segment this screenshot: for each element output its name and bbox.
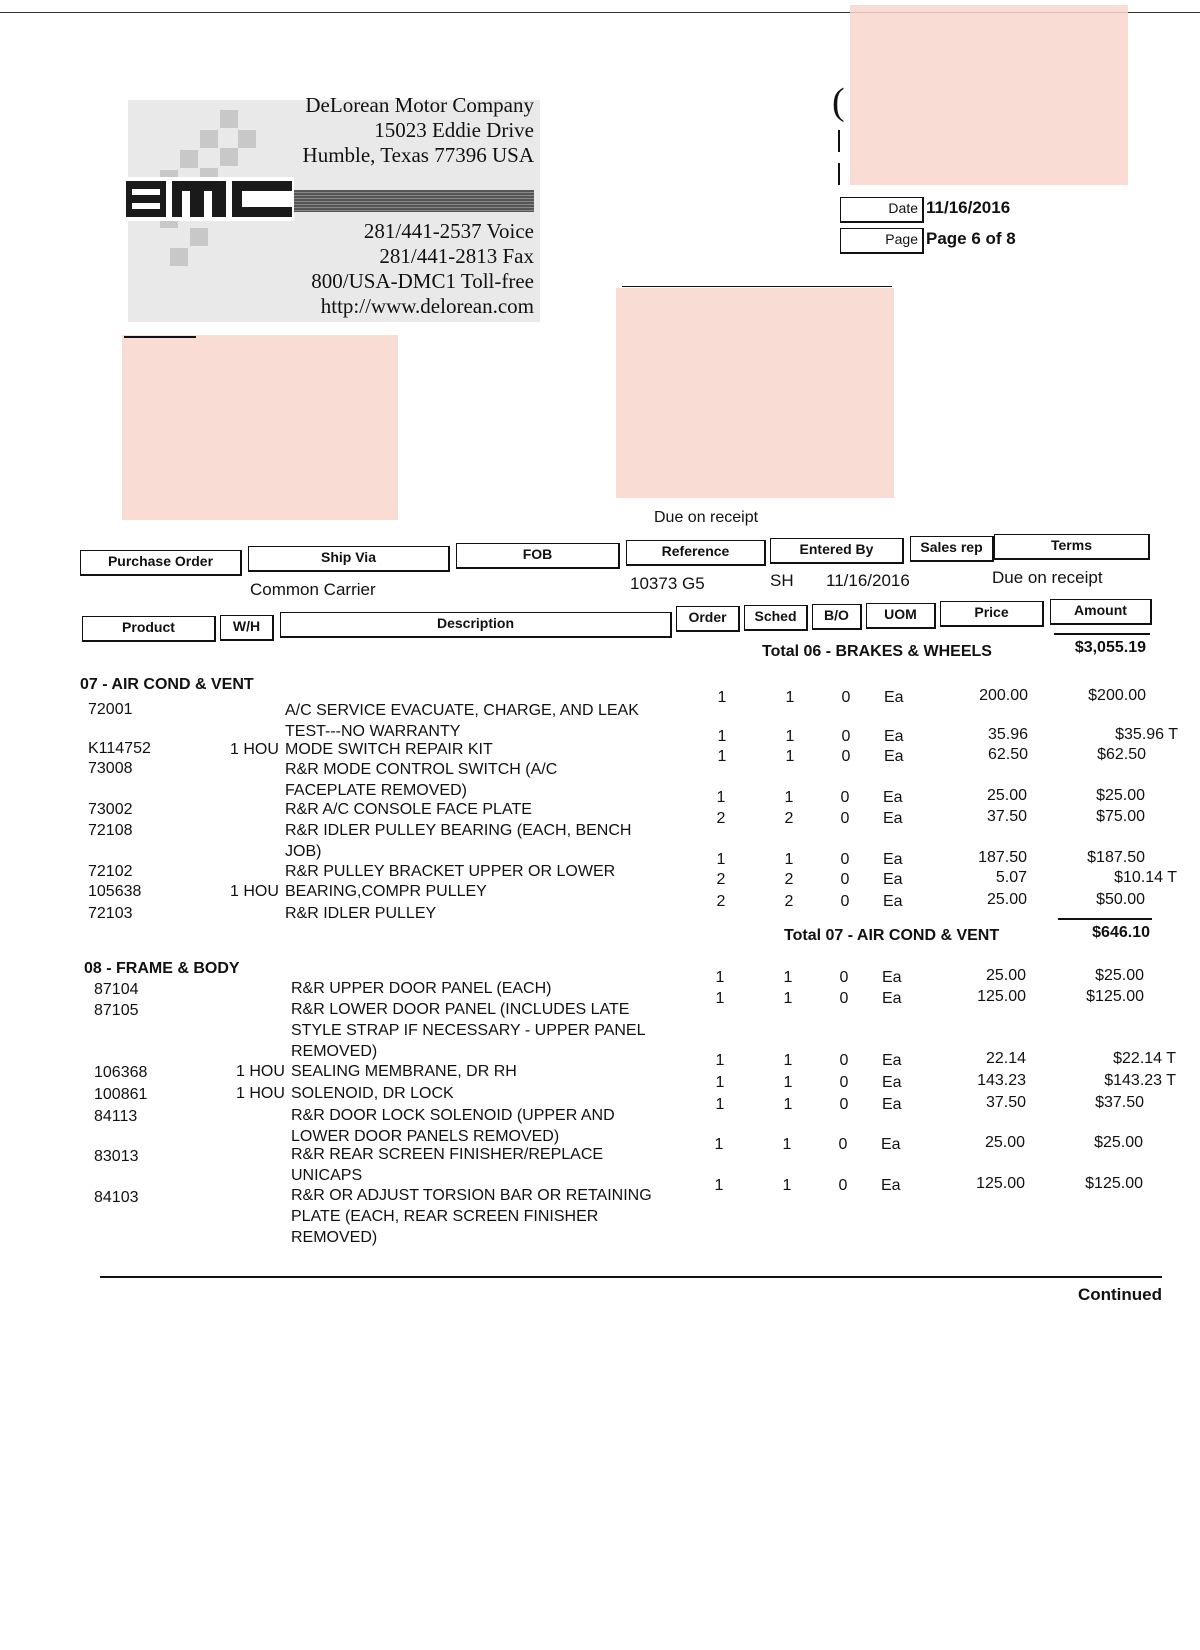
footer-rule	[100, 1276, 1162, 1278]
backorder-qty: 0	[841, 728, 851, 745]
entered-date-value: 11/16/2016	[826, 571, 910, 590]
dmc-logo	[126, 177, 294, 221]
item-description: R&R REAR SCREEN FINISHER/REPLACE	[291, 1146, 604, 1163]
column-wh: W/H	[220, 615, 274, 641]
item-description: R&R A/C CONSOLE FACE PLATE	[285, 801, 532, 818]
prev-section-total-amount: $3,055.19	[1074, 639, 1146, 656]
divider	[622, 286, 892, 287]
order-qty: 1	[717, 728, 727, 745]
product-code: 84113	[94, 1108, 138, 1125]
item-description: R&R IDLER PULLEY	[285, 905, 437, 922]
box-edge	[838, 130, 840, 152]
title-fragment: (	[832, 81, 845, 123]
company-name: DeLorean Motor Company	[305, 93, 534, 117]
sched-qty: 1	[783, 1096, 793, 1113]
column-sched: Sched	[744, 605, 808, 631]
item-description: PLATE (EACH, REAR SCREEN FINISHER	[291, 1208, 599, 1225]
sched-qty: 2	[784, 810, 794, 827]
divider	[124, 336, 196, 338]
date-value: 11/16/2016	[926, 198, 1011, 217]
order-qty: 1	[715, 969, 725, 986]
ship-via-value: Common Carrier	[250, 580, 376, 599]
unit-price: 35.96	[987, 726, 1028, 743]
sched-qty: 1	[783, 1052, 793, 1069]
product-code: 87105	[94, 1002, 139, 1019]
section-total-label: Total 07 - AIR COND & VENT	[784, 927, 1000, 944]
purchase-order-label: Purchase Order	[80, 550, 242, 576]
product-code: 87104	[94, 981, 139, 998]
sched-qty: 1	[783, 1074, 793, 1091]
unit-of-measure: Ea	[883, 789, 903, 806]
order-qty: 2	[716, 893, 726, 910]
warehouse: 1 HOU	[230, 883, 279, 900]
total-rule	[1054, 633, 1150, 635]
section-total-amount: $646.10	[1092, 924, 1150, 941]
unit-of-measure: Ea	[883, 893, 903, 910]
sched-qty: 1	[783, 990, 793, 1007]
backorder-qty: 0	[839, 1074, 849, 1091]
unit-of-measure: Ea	[883, 810, 903, 827]
redacted-block-ship-to	[616, 288, 894, 498]
sched-qty: 1	[785, 689, 795, 706]
unit-price: 25.00	[984, 1134, 1025, 1151]
backorder-qty: 0	[840, 851, 850, 868]
unit-price: 125.00	[977, 988, 1026, 1005]
backorder-qty: 0	[841, 748, 851, 765]
order-qty: 1	[717, 689, 727, 706]
product-code: 84103	[94, 1189, 139, 1206]
unit-price: 37.50	[986, 808, 1027, 825]
page-label: Page	[840, 228, 924, 254]
backorder-qty: 0	[840, 871, 850, 888]
item-description: R&R PULLEY BRACKET UPPER OR LOWER	[285, 863, 616, 880]
reference-label: Reference	[626, 540, 766, 566]
backorder-qty: 0	[840, 810, 850, 827]
backorder-qty: 0	[840, 789, 850, 806]
unit-of-measure: Ea	[883, 851, 903, 868]
order-qty: 1	[715, 1074, 725, 1091]
product-code: 73002	[88, 801, 133, 818]
page-number: Page 6 of 8	[926, 229, 1016, 248]
backorder-qty: 0	[839, 990, 849, 1007]
fob-label: FOB	[456, 543, 620, 569]
product-code: 72001	[88, 701, 133, 718]
line-amount: $75.00	[1096, 808, 1145, 825]
item-description: SOLENOID, DR LOCK	[291, 1085, 454, 1102]
item-description: REMOVED)	[291, 1043, 378, 1060]
sched-qty: 2	[784, 871, 794, 888]
terms-value: Due on receipt	[992, 568, 1103, 587]
item-description: A/C SERVICE EVACUATE, CHARGE, AND LEAK	[285, 702, 639, 719]
company-voice: 281/441-2537 Voice	[363, 219, 534, 243]
unit-price: 25.00	[986, 891, 1027, 908]
product-code: 83013	[94, 1148, 139, 1165]
unit-of-measure: Ea	[882, 990, 902, 1007]
product-code: K114752	[88, 740, 151, 757]
unit-of-measure: Ea	[882, 969, 902, 986]
line-amount: $35.96 T	[1115, 726, 1178, 743]
unit-of-measure: Ea	[884, 748, 904, 765]
line-amount: $22.14 T	[1113, 1050, 1176, 1067]
line-amount: $25.00	[1095, 967, 1144, 984]
item-description: R&R LOWER DOOR PANEL (INCLUDES LATE	[291, 1001, 630, 1018]
sched-qty: 1	[784, 789, 794, 806]
section-title: 08 - FRAME & BODY	[84, 960, 240, 977]
unit-price: 22.14	[985, 1050, 1026, 1067]
order-qty: 1	[716, 851, 726, 868]
sched-qty: 1	[782, 1177, 792, 1194]
item-description: UNICAPS	[291, 1167, 363, 1184]
column-description: Description	[280, 612, 672, 638]
order-qty: 2	[716, 871, 726, 888]
line-amount: $125.00	[1086, 988, 1144, 1005]
sched-qty: 1	[785, 748, 795, 765]
sched-qty: 1	[784, 851, 794, 868]
company-fax: 281/441-2813 Fax	[379, 244, 534, 268]
item-description: BEARING,COMPR PULLEY	[285, 883, 487, 900]
line-amount: $143.23 T	[1104, 1072, 1176, 1089]
sched-qty: 1	[783, 969, 793, 986]
product-code: 106368	[94, 1064, 148, 1081]
unit-of-measure: Ea	[884, 728, 904, 745]
product-code: 105638	[88, 883, 142, 900]
sched-qty: 1	[785, 728, 795, 745]
backorder-qty: 0	[841, 689, 851, 706]
unit-price: 200.00	[979, 687, 1028, 704]
line-amount: $50.00	[1096, 891, 1145, 908]
sched-qty: 1	[782, 1136, 792, 1153]
item-description: R&R UPPER DOOR PANEL (EACH)	[291, 980, 552, 997]
redacted-block-bill-to	[122, 335, 398, 520]
sched-qty: 2	[784, 893, 794, 910]
product-code: 100861	[94, 1086, 148, 1103]
sales-rep-label: Sales rep	[910, 536, 994, 562]
box-edge	[838, 163, 840, 185]
order-qty: 1	[715, 990, 725, 1007]
product-code: 72108	[88, 822, 133, 839]
backorder-qty: 0	[839, 1096, 849, 1113]
item-description: FACEPLATE REMOVED)	[285, 782, 467, 799]
column-price: Price	[940, 601, 1044, 627]
product-code: 72103	[88, 905, 133, 922]
item-description: SEALING MEMBRANE, DR RH	[291, 1063, 517, 1080]
order-qty: 1	[714, 1177, 724, 1194]
order-qty: 2	[716, 810, 726, 827]
order-qty: 1	[715, 1096, 725, 1113]
unit-price: 187.50	[978, 849, 1027, 866]
unit-price: 25.00	[986, 787, 1027, 804]
unit-price: 125.00	[976, 1175, 1025, 1192]
column-uom: UOM	[866, 603, 936, 629]
continued-label: Continued	[1077, 1285, 1162, 1304]
terms-label: Terms	[994, 534, 1150, 560]
reference-value: 10373 G5	[630, 574, 705, 593]
unit-price: 5.07	[995, 869, 1027, 886]
unit-price: 37.50	[985, 1094, 1026, 1111]
line-amount: $25.00	[1094, 1134, 1143, 1151]
warehouse: 1 HOU	[236, 1085, 285, 1102]
company-web: http://www.delorean.com	[320, 294, 534, 318]
warehouse: 1 HOU	[236, 1063, 285, 1080]
item-description: R&R MODE CONTROL SWITCH (A/C	[285, 761, 558, 778]
unit-of-measure: Ea	[881, 1177, 901, 1194]
section-title: 07 - AIR COND & VENT	[80, 676, 254, 693]
backorder-qty: 0	[839, 969, 849, 986]
line-amount: $125.00	[1085, 1175, 1143, 1192]
unit-price: 143.23	[977, 1072, 1026, 1089]
unit-price: 62.50	[987, 746, 1028, 763]
dmc-logo-icon	[126, 177, 294, 221]
unit-of-measure: Ea	[882, 1052, 902, 1069]
entered-by-value: SH	[770, 571, 794, 590]
product-code: 72102	[88, 863, 133, 880]
line-amount: $62.50	[1097, 746, 1146, 763]
unit-of-measure: Ea	[881, 1136, 901, 1153]
item-description: MODE SWITCH REPAIR KIT	[285, 741, 493, 758]
order-qty: 1	[717, 748, 727, 765]
total-rule	[1058, 918, 1152, 920]
backorder-qty: 0	[840, 893, 850, 910]
prev-section-total-label: Total 06 - BRAKES & WHEELS	[762, 643, 992, 660]
terms-top: Due on receipt	[654, 509, 759, 526]
logo-stripe	[294, 190, 534, 212]
company-city: Humble, Texas 77396 USA	[302, 143, 534, 167]
unit-price: 25.00	[985, 967, 1026, 984]
line-amount: $187.50	[1087, 849, 1145, 866]
order-qty: 1	[716, 789, 726, 806]
unit-of-measure: Ea	[883, 871, 903, 888]
item-description: JOB)	[285, 843, 322, 860]
redacted-block-top-right	[850, 5, 1128, 185]
line-amount: $25.00	[1096, 787, 1145, 804]
ship-via-label: Ship Via	[248, 546, 450, 572]
order-qty: 1	[715, 1052, 725, 1069]
item-description: R&R DOOR LOCK SOLENOID (UPPER AND	[291, 1107, 615, 1124]
backorder-qty: 0	[839, 1052, 849, 1069]
item-description: R&R OR ADJUST TORSION BAR OR RETAINING	[291, 1187, 652, 1204]
item-description: LOWER DOOR PANELS REMOVED)	[291, 1128, 560, 1145]
line-amount: $37.50	[1095, 1094, 1144, 1111]
line-amount: $200.00	[1088, 687, 1146, 704]
item-description: R&R IDLER PULLEY BEARING (EACH, BENCH	[285, 822, 632, 839]
backorder-qty: 0	[838, 1177, 848, 1194]
unit-of-measure: Ea	[882, 1074, 902, 1091]
item-description: TEST---NO WARRANTY	[285, 723, 461, 740]
column-bo: B/O	[812, 604, 862, 630]
backorder-qty: 0	[838, 1136, 848, 1153]
unit-of-measure: Ea	[882, 1096, 902, 1113]
company-street: 15023 Eddie Drive	[374, 118, 534, 142]
column-order: Order	[676, 606, 740, 632]
date-label: Date	[840, 197, 924, 223]
order-qty: 1	[714, 1136, 724, 1153]
item-description: STYLE STRAP IF NECESSARY - UPPER PANEL	[291, 1022, 646, 1039]
warehouse: 1 HOU	[230, 741, 279, 758]
column-amount: Amount	[1050, 599, 1152, 625]
product-code: 73008	[88, 760, 133, 777]
column-product: Product	[82, 616, 216, 642]
line-amount: $10.14 T	[1114, 869, 1177, 886]
item-description: REMOVED)	[291, 1229, 378, 1246]
company-tollfree: 800/USA-DMC1 Toll-free	[311, 269, 534, 293]
unit-of-measure: Ea	[884, 689, 904, 706]
entered-by-label: Entered By	[770, 538, 904, 564]
